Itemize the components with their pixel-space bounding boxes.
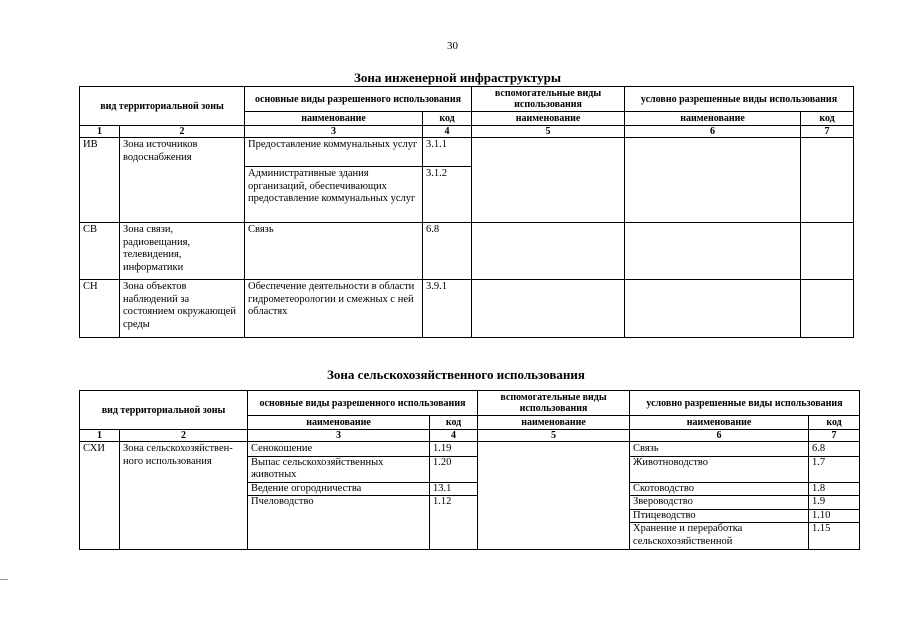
main-use-name: Предоставление коммунальных услуг [245,138,423,167]
main-code-header: код [423,112,472,126]
col-number: 7 [801,126,854,138]
main-use-code: 3.1.1 [423,138,472,167]
zone-name: Зона связи, радиовещания, телевидения, информатики [120,223,245,280]
col-number: 2 [120,126,245,138]
margin-mark [0,579,8,580]
main-use-codes [430,442,478,550]
zone-name: Зона источников водоснабжения [120,138,245,223]
col-number: 6 [625,126,801,138]
main-use-code: 1.20 [430,457,477,483]
cond-use-code: 1.9 [809,496,859,510]
header-row [80,391,860,416]
main-use-code: 3.9.1 [423,280,472,338]
agricultural-zone-title: Зона сельскохозяйственного использования [327,367,585,382]
table-row [80,280,854,338]
col-number: 4 [430,430,478,442]
aux-use-cell [478,442,630,550]
col-number: 7 [809,430,860,442]
main-use-name: Административные здания организаций, обеспечивающих предоставление коммунальных услуг [245,167,423,223]
main-use-name: Пчеловодство [251,496,314,507]
cond-name-header: наименование [625,112,801,126]
col-number: 6 [630,430,809,442]
cond-use-name: Связь [630,443,808,457]
column-number-row [80,126,854,138]
main-use-code: 3.1.2 [423,167,472,223]
aux-uses-header: вспомогательные виды использования [472,87,625,112]
cond-uses-header: условно разрешенные виды использования [625,87,854,112]
cond-use-code [801,223,854,280]
zone-code: СН [80,280,120,338]
cond-use-name: Хранение и переработка сельскохозяйственной [633,523,743,547]
table-row [80,442,860,550]
cond-code-header: код [809,416,860,430]
main-use-names [248,442,430,550]
aux-use-cell [472,138,625,223]
cond-use-code: 1.7 [809,457,859,483]
column-number-row [80,430,860,442]
cond-use-name [625,280,801,338]
cond-use-code [801,280,854,338]
engineering-zone-table [79,86,854,338]
main-use-code: 13.1 [430,483,477,497]
agricultural-zone-table [79,390,860,550]
cond-use-names [630,442,809,550]
cond-use-name: Скотоводство [630,483,808,497]
cond-use-name: Звероводство [630,496,808,510]
cond-use-name [625,138,801,223]
cond-use-name: Птицеводство [630,510,808,524]
aux-use-cell [472,223,625,280]
aux-name-header: наименование [478,416,630,430]
main-use-name: Связь [245,223,423,280]
cond-name-header: наименование [630,416,809,430]
col-number: 5 [472,126,625,138]
main-use-code: 1.19 [430,443,477,457]
zone-code: СХИ [80,442,120,550]
main-use-name: Ведение огородничества [248,483,429,497]
table-row [80,223,854,280]
col-number: 3 [245,126,423,138]
main-use-code: 1.12 [433,496,452,507]
col-number: 3 [248,430,430,442]
main-code-header: код [430,416,478,430]
main-use-name: Сенокошение [248,443,429,457]
main-use-code: 6.8 [423,223,472,280]
cond-use-code: 6.8 [809,443,859,457]
cond-use-name [625,223,801,280]
main-use-name: Выпас сельскохозяйственных животных [248,457,429,483]
cond-use-code: 1.8 [809,483,859,497]
zone-type-header: вид территориальной зоны [80,87,245,126]
col-number: 4 [423,126,472,138]
cond-use-code [801,138,854,223]
zone-name: Зона сельскохозяйствен-ного использования [120,442,248,550]
cond-uses-header: условно разрешенные виды использования [630,391,860,416]
main-uses-header: основные виды разрешенного использования [248,391,478,416]
aux-uses-header: вспомогательные виды использования [478,391,630,416]
col-number: 2 [120,430,248,442]
zone-code: СВ [80,223,120,280]
cond-use-code: 1.15 [812,523,831,534]
cond-use-code: 1.10 [809,510,859,524]
aux-name-header: наименование [472,112,625,126]
col-number: 5 [478,430,630,442]
main-use-name: Обеспечение деятельности в области гидрометеорологии и смежных с ней областях [245,280,423,338]
cond-code-header: код [801,112,854,126]
engineering-zone-title: Зона инженерной инфраструктуры [354,70,561,85]
zone-code: ИВ [80,138,120,223]
col-number: 1 [80,126,120,138]
col-number: 1 [80,430,120,442]
main-uses-header: основные виды разрешенного использования [245,87,472,112]
cond-use-name: Животноводство [630,457,808,483]
zone-type-header: вид территориальной зоны [80,391,248,430]
aux-use-cell [472,280,625,338]
table-row [80,138,854,167]
zone-name: Зона объектов наблюдений за состоянием окружающей среды [120,280,245,338]
cond-use-codes [809,442,860,550]
main-name-header: наименование [245,112,423,126]
header-row [80,87,854,112]
page-number: 30 [447,40,458,52]
main-name-header: наименование [248,416,430,430]
